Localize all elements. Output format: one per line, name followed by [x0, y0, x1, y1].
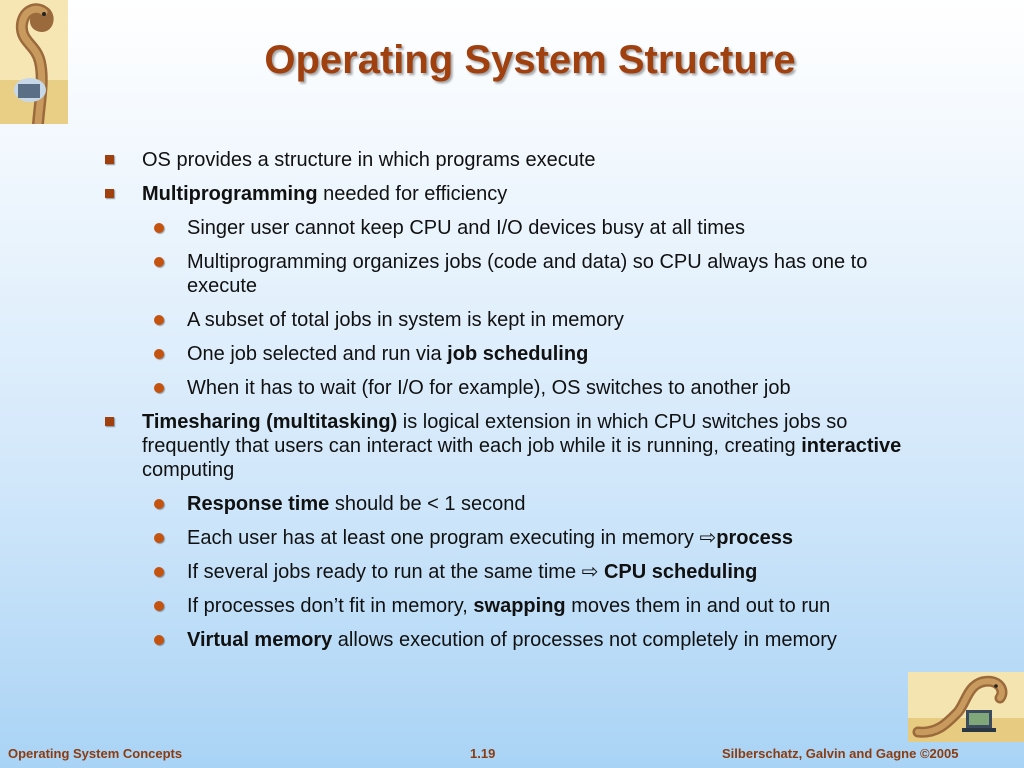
sub-bullet-bold-term: job scheduling [447, 343, 589, 365]
sub-bullet-cpu-scheduling [105, 560, 905, 584]
footer-page-number: 1.19 [470, 746, 496, 761]
sub-bullet-text: Each user has at least one program executing in memory [187, 527, 700, 549]
bullet-timesharing [105, 410, 905, 482]
slide-title: Operating System Structure [264, 38, 796, 82]
dinosaur-laptop-icon [908, 672, 1024, 742]
sub-bullet-organizes-jobs [105, 250, 905, 298]
sub-bullet-single-user [105, 216, 905, 240]
sub-bullet-bold-term: Virtual memory [187, 629, 333, 651]
right-arrow-icon: ⇨ [581, 561, 599, 583]
footer-copyright: Silberschatz, Galvin and Gagne ©2005 [722, 746, 959, 761]
sub-bullet-text: should be < 1 second [329, 493, 526, 515]
square-bullet-icon [105, 189, 114, 198]
bullet-text: needed for efficiency [317, 183, 508, 205]
sub-bullet-virtual-memory [105, 628, 905, 652]
bullet-text: is logical extension in which CPU switches jobs so frequently that users can interact with each job while it is running, creating [142, 411, 848, 457]
sub-bullet-text: Singer user cannot keep CPU and I/O devices busy at all times [187, 217, 746, 239]
round-bullet-icon [154, 601, 164, 611]
bullet-bold-term: interactive [801, 435, 902, 457]
sub-bullet-job-scheduling [105, 342, 905, 366]
round-bullet-icon [154, 533, 164, 543]
sub-bullet-bold-term: process [716, 527, 793, 549]
sub-bullet-bold-term: CPU scheduling [598, 561, 758, 583]
round-bullet-icon [154, 635, 164, 645]
sub-bullet-text: Multiprogramming organizes jobs (code and data) so CPU always has one to execute [187, 251, 868, 297]
sub-bullet-text: allows execution of processes not completely in memory [332, 629, 837, 651]
round-bullet-icon [154, 315, 164, 325]
sub-bullet-os-switches [105, 376, 905, 400]
sub-bullet-response-time [105, 492, 905, 516]
sub-bullet-process [105, 526, 905, 550]
bullet-text: OS provides a structure in which programs execute [142, 149, 596, 171]
bullet-bold-term: Timesharing (multitasking) [142, 411, 398, 433]
square-bullet-icon [105, 155, 114, 164]
sub-bullet-text: When it has to wait (for I/O for example), OS switches to another job [187, 377, 791, 399]
bullet-text: computing [142, 459, 235, 481]
sub-bullet-text: If several jobs ready to run at the same time [187, 561, 582, 583]
sub-bullet-text: One job selected and run via [187, 343, 448, 365]
sub-bullet-bold-term: swapping [473, 595, 566, 617]
sub-bullet-bold-term: Response time [187, 493, 330, 515]
round-bullet-icon [154, 383, 164, 393]
sub-bullet-subset-jobs [105, 308, 905, 332]
right-arrow-icon: ⇨ [699, 527, 717, 549]
sub-bullet-text: If processes don’t fit in memory, [187, 595, 474, 617]
round-bullet-icon [154, 567, 164, 577]
bullet-os-structure [105, 148, 905, 172]
sub-bullet-text: moves them in and out to run [565, 595, 831, 617]
bullet-bold-term: Multiprogramming [142, 183, 318, 205]
square-bullet-icon [105, 417, 114, 426]
slide-content [105, 148, 905, 662]
sub-bullet-swapping [105, 594, 905, 618]
sub-bullet-text: A subset of total jobs in system is kept in memory [187, 309, 624, 331]
footer-course-title: Operating System Concepts [8, 746, 183, 761]
round-bullet-icon [154, 499, 164, 509]
round-bullet-icon [154, 257, 164, 267]
round-bullet-icon [154, 223, 164, 233]
round-bullet-icon [154, 349, 164, 359]
bullet-multiprogramming [105, 182, 905, 206]
